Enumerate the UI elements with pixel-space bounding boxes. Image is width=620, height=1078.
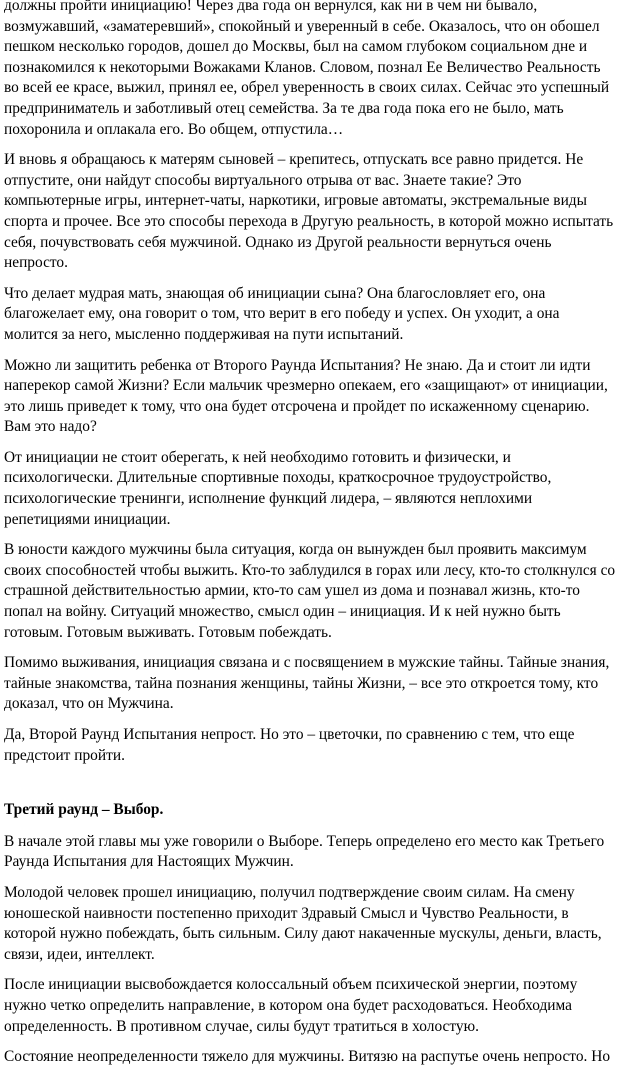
section-heading: Третий раунд – Выбор. — [4, 801, 164, 819]
paragraph: Молодой человек прошел инициацию, получил подтверждение своим силам. На смену юношеской наивности постепенно приходит Здравый Смысл и Чувство Реальности, в которой нужно побеждать, быть сильным. Силу дают накаченные мускулы, деньги, власть, связи, идеи, интеллект. — [4, 883, 602, 963]
paragraph: В юности каждого мужчины была ситуация, когда он вынужден был проявить максимум своих способностей чтобы выжить. Кто-то заблудился в горах или лесу, кто-то столкнулся со страшной действительностью армии, кто-то сам ушел из дома и познавал жизнь, кто-то попал на войну. Ситуаций множество, смысл один – инициация. И к ней нужно быть готовым. Готовым выживать. Готовым побеждать. — [4, 541, 616, 641]
paragraph: должны пройти инициацию! Через два года он вернулся, как ни в чем ни бывало, возмужавший, «заматеревший», спокойный и уверенный в себе. Оказалось, что он обошел пешком несколько городов, дошел до Москвы, был на самом глубоком социальном дне и познакомился к некоторыми Вожаками Кланов. Словом, познал Ее Величество Реальность во всей ее красе, выжил, принял ее, обрел уверенность в своих силах. Сейчас это успешный предприниматель и заботливый отец семейства. За те два года пока его не было, мать похоронила и оплакала его. Во общем, отпустила… — [4, 0, 610, 138]
paragraph: Состояние неопределенности тяжело для мужчины. Витязю на распутье очень непросто. Но — [4, 1048, 611, 1066]
paragraph: Что делает мудрая мать, знающая об инициации сына? Она благословляет его, она благожелает ему, она говорит о том, что верит в его победу и успех. Он уходит, а она молится за него, мысленно поддерживая на пути испытаний. — [4, 284, 560, 343]
paragraph: После инициации высвобождается колоссальный объем психической энергии, поэтому нужно четко определить направление, в котором она будет расходоваться. Необходима определенность. В противном случае, силы будут тратиться в холостую. — [4, 976, 578, 1035]
paragraph: От инициации не стоит оберегать, к ней необходимо готовить и физически, и психологически. Длительные спортивные походы, краткосрочное трудоустройство, психологические тренинги, исполнение функций лидера, – являются неплохими репетициями инициации. — [4, 448, 552, 528]
paragraph: Помимо выживания, инициация связана и с посвящением в мужские тайны. Тайные знания, тайные знакомства, тайна познания женщины, тайны Жизни, – все это откроется тому, кто доказал, что он Мужчина. — [4, 654, 610, 713]
paragraph: Да, Второй Раунд Испытания непрост. Но это – цветочки, по сравнению с тем, что еще предстоит пройти. — [4, 726, 575, 764]
paragraph: Можно ли защитить ребенка от Второго Раунда Испытания? Не знаю. Да и стоит ли идти наперекор самой Жизни? Если мальчик чрезмерно опекаем, его «защищают» от инициации, это лишь приведет к тому, что она будет отсрочена и пройдет по искаженному сценарию. Вам это надо? — [4, 356, 608, 436]
paragraph: И вновь я обращаюсь к матерям сыновей – крепитесь, отпускать все равно придется. Не отпустите, они найдут способы виртуального отрыва от вас. Знаете такие? Это компьютерные игры, интернет-чаты, наркотики, игровые автоматы, экстремальные виды спорта и прочее. Все это способы перехода в Другую реальность, в которой можно испытать себя, почувствовать себя мужчиной. Однако из Другой реальности вернуться очень непросто. — [4, 151, 614, 272]
section-spacer — [4, 776, 616, 800]
paragraph: В начале этой главы мы уже говорили о Выборе. Теперь определено его место как Третьего Раунда Испытания для Настоящих Мужчин. — [4, 832, 605, 871]
document-page — [4, 0, 616, 1078]
